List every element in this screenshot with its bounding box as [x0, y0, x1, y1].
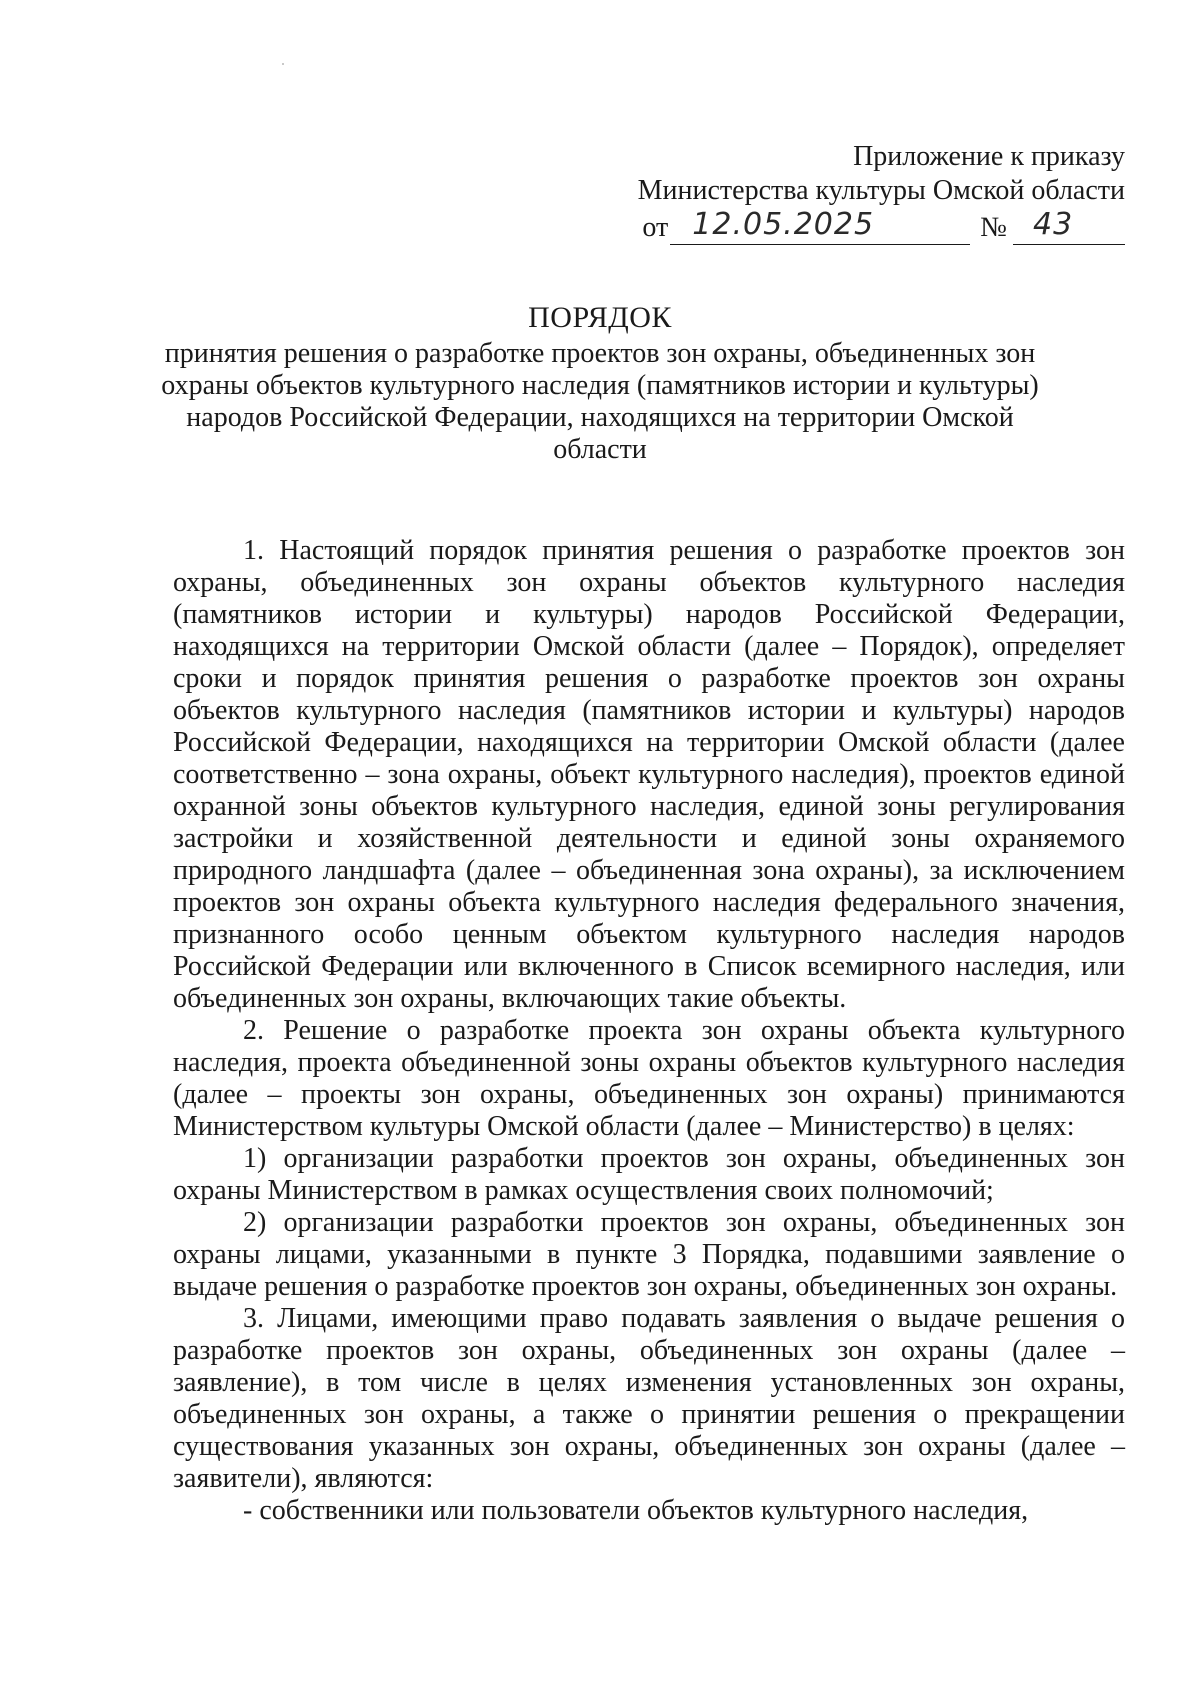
paragraph-1: 1. Настоящий порядок принятия решения о разработке проектов зон охраны, объединенных зон охраны объектов культурного наследия (памятников истории и культуры) народов Российской Федерации, находящихся на территории Омской области (далее – Порядок), определяет сроки и порядок принятия решения о разработке проектов зон охраны объектов культурного наследия (памятников истории и культуры) народов Российской Федерации, находящихся на территории Омской области (далее соответственно – зона охраны, объект культурного наследия), проектов единой охранной зоны объектов культурного наследия, единой зоны регулирования застройки и хозяйственной деятельности и единой зоны охраняемого природного ландшафта (далее – объединенная зона охраны), за исключением проектов зон охраны объекта культурного наследия федерального значения, признанного особо ценным объектом культурного наследия народов Российской Федерации или включенного в Список всемирного наследия, или объединенных зон охраны, включающих такие объекты.: [173, 535, 1125, 1014]
number-field: [1013, 207, 1125, 245]
paragraph-3-item-1: - собственники или пользователи объектов культурного наследия,: [243, 1495, 1029, 1526]
number-sign: №: [980, 212, 1007, 243]
appendix-header: [605, 140, 1125, 245]
handwritten-date: 12.05.2025: [692, 207, 875, 242]
document-title: ПОРЯДОК: [528, 301, 672, 334]
paragraph-2-item-1: 1) организации разработки проектов зон охраны, объединенных зон охраны Министерством в рамках осуществления своих полномочий;: [173, 1143, 1125, 1206]
date-prefix: от: [642, 212, 669, 243]
appendix-line-1: Приложение к приказу: [853, 141, 1125, 172]
order-date-number-row: [605, 207, 1125, 245]
paragraph-3: 3. Лицами, имеющими право подавать заявления о выдаче решения о разработке проектов зон охраны, объединенных зон охраны (далее – заявление), в том числе в целях изменения установленных зон охраны, объединенных зон охраны, а также о принятии решения о прекращении существования указанных зон охраны, объединенных зон охраны (далее – заявители), являются:: [173, 1303, 1125, 1494]
scan-speck: [282, 63, 284, 65]
date-field: [670, 207, 970, 245]
handwritten-number: 43: [1033, 207, 1074, 242]
document-body: [173, 535, 1125, 1527]
appendix-line-2: Министерства культуры Омской области: [637, 175, 1125, 206]
document-subtitle: принятия решения о разработке проектов зон охраны, объединенных зон охраны объектов культурного наследия (памятников истории и культуры) народов Российской Федерации, находящихся на территории Омской области: [161, 338, 1039, 465]
document-title-block: [150, 300, 1050, 466]
paragraph-2: 2. Решение о разработке проекта зон охраны объекта культурного наследия, проекта объединенной зоны охраны объектов культурного наследия (далее – проекты зон охраны, объединенных зон охраны) принимаются Министерством культуры Омской области (далее – Министерство) в целях:: [173, 1015, 1125, 1142]
paragraph-2-item-2: 2) организации разработки проектов зон охраны, объединенных зон охраны лицами, указанными в пункте 3 Порядка, подавшими заявление о выдаче решения о разработке проектов зон охраны, объединенных зон охраны.: [173, 1207, 1125, 1302]
